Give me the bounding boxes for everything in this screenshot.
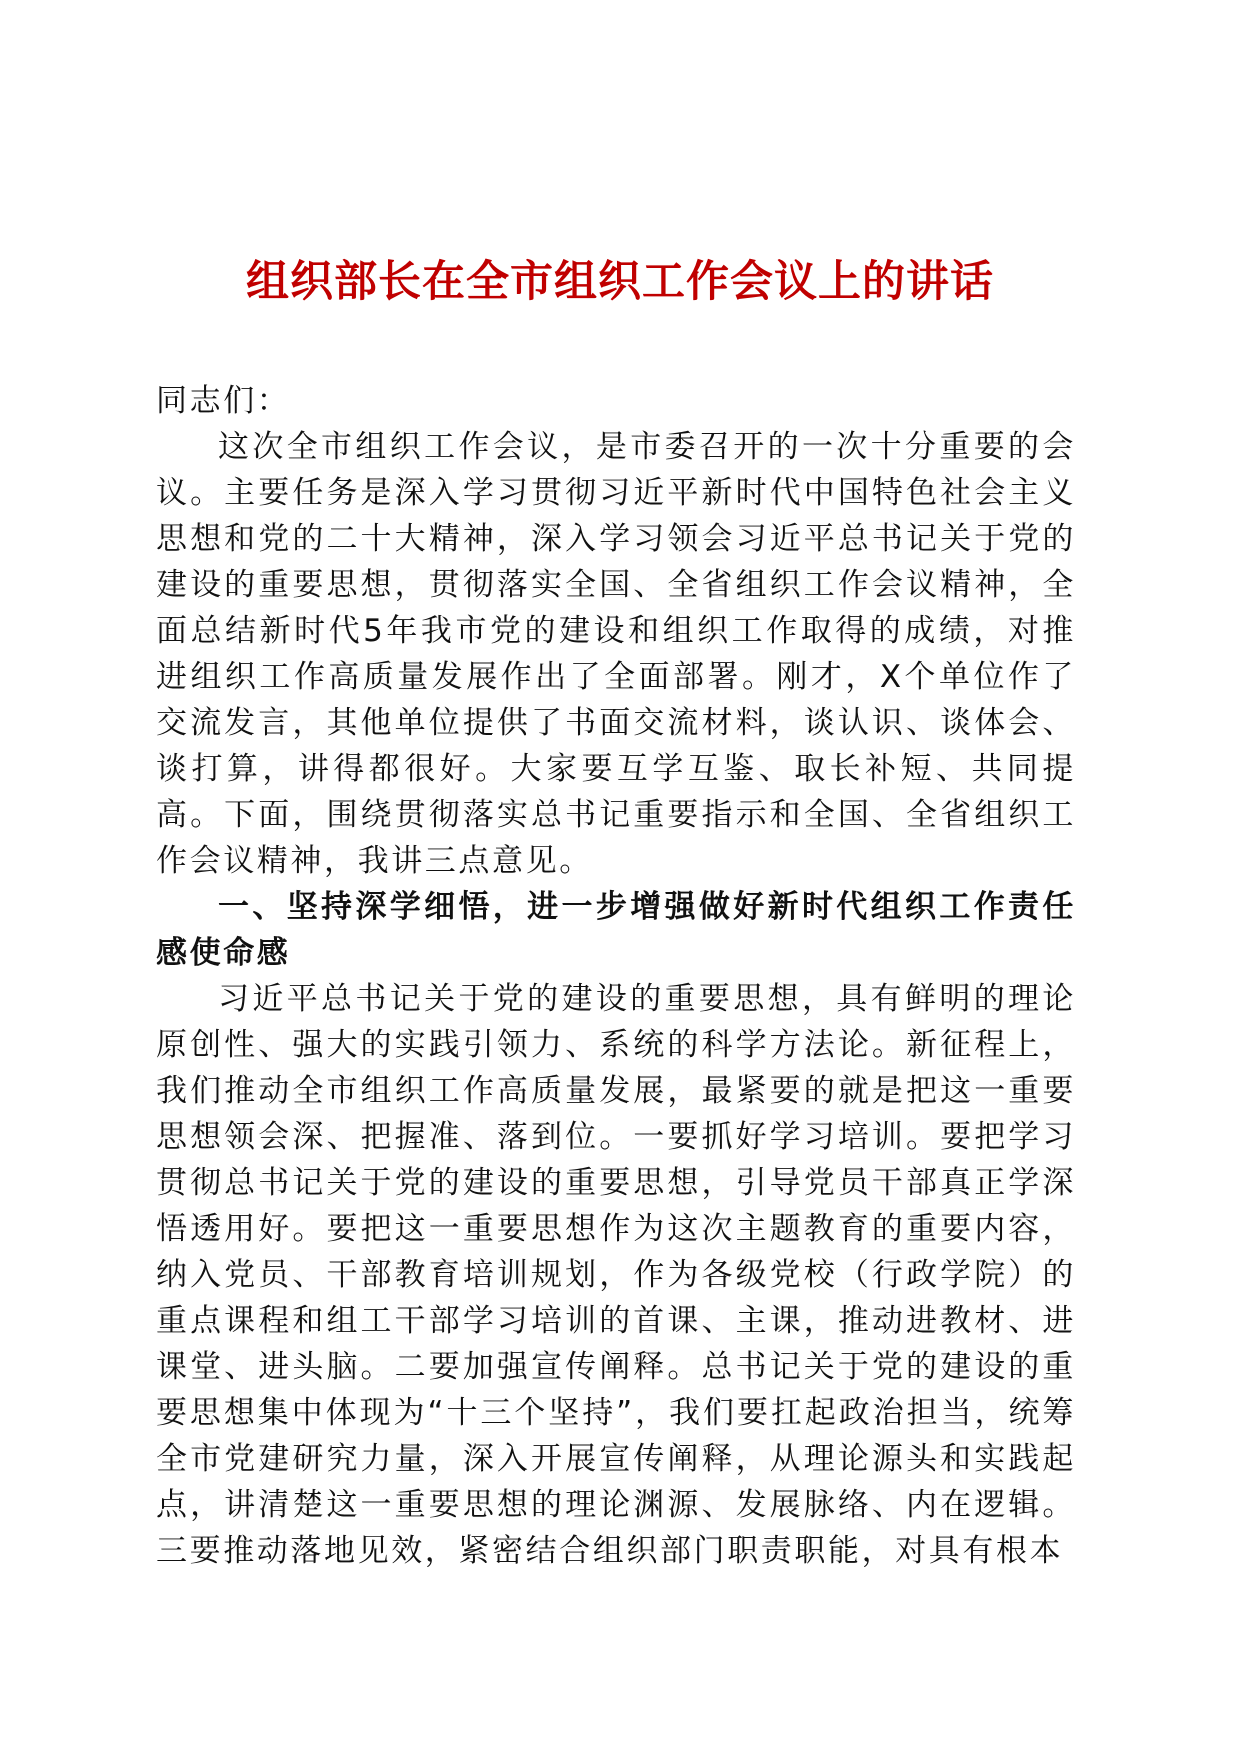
section-1-paragraph: 习近平总书记关于党的建设的重要思想，具有鲜明的理论原创性、强大的实践引领力、系统的科学方法论。新征程上，我们推动全市组织工作高质量发展，最紧要的就是把这一重要思想领会深、把握准、落到位。一要抓好学习培训。要把学习贯彻总书记关于党的建设的重要思想，引导党员干部真正学深悟透用好。要把这一重要思想作为这次主题教育的重要内容，纳入党员、干部教育培训规划，作为各级党校（行政学院）的重点课程和组工干部学习培训的首课、主课，推动进教材、进课堂、进头脑。二要加强宣传阐释。总书记关于党的建设的重要思想集中体现为“十三个坚持”，我们要扛起政治担当，统筹全市党建研究力量，深入开展宣传阐释，从理论源头和实践起点，讲清楚这一重要思想的理论渊源、发展脉络、内在逻辑。三要推动落地见效，紧密结合组织部门职责职能，对具有根本 bbox=[156, 981, 1076, 1569]
section-heading-1: 一、坚持深学细悟，进一步增强做好新时代组织工作责任感使命感 bbox=[156, 889, 1076, 971]
document-body bbox=[156, 378, 1076, 1574]
opening-paragraph: 这次全市组织工作会议，是市委召开的一次十分重要的会议。主要任务是深入学习贯彻习近平新时代中国特色社会主义思想和党的二十大精神，深入学习领会习近平总书记关于党的建设的重要思想，贯彻落实全国、全省组织工作会议精神，全面总结新时代5年我市党的建设和组织工作取得的成绩，对推进组织工作高质量发展作出了全面部署。刚才，X个单位作了交流发言，其他单位提供了书面交流材料，谈认识、谈体会、谈打算，讲得都很好。大家要互学互鉴、取长补短、共同提高。下面，围绕贯彻落实总书记重要指示和全国、全省组织工作会议精神，我讲三点意见。 bbox=[156, 429, 1076, 879]
salutation: 同志们： bbox=[156, 383, 291, 419]
document-title: 组织部长在全市组织工作会议上的讲话 bbox=[246, 257, 994, 307]
